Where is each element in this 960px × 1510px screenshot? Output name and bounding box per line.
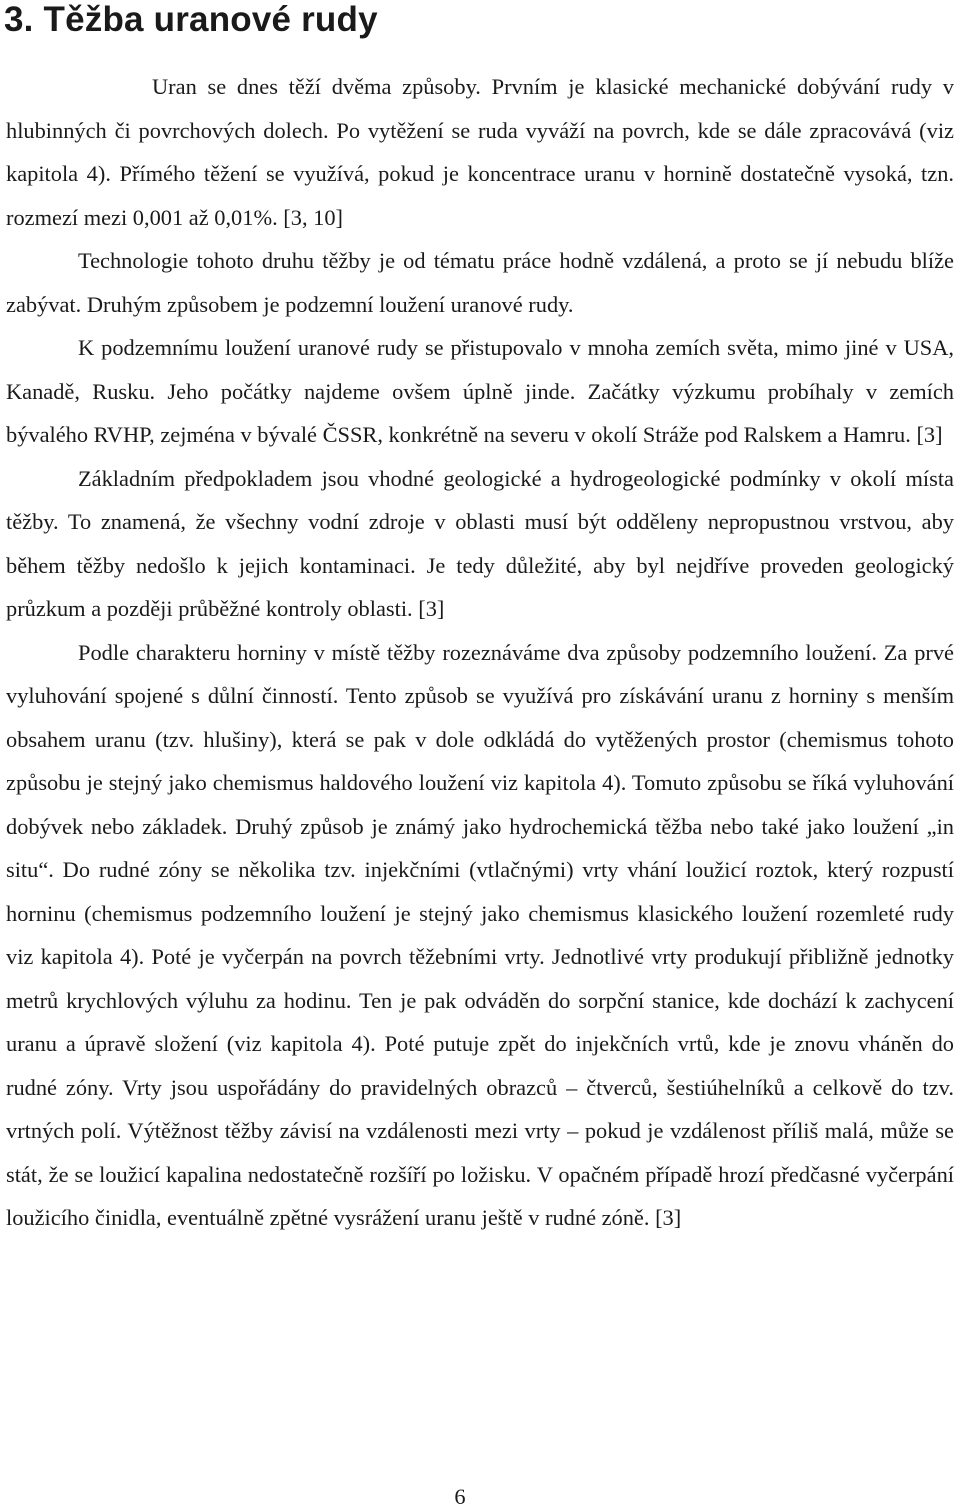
section-body [6, 65, 954, 1240]
section-heading: 3. Těžba uranové rudy [4, 0, 378, 39]
page-number: 6 [454, 1484, 466, 1509]
paragraph-technology: Technologie tohoto druhu těžby je od tématu práce hodně vzdálená, a proto se jí nebudu blíže zabývat. Druhým způsobem je podzemní loužení uranové rudy. [6, 248, 954, 317]
paragraph-intro: Uran se dnes těží dvěma způsoby. Prvním je klasické mechanické dobývání rudy v hlubinných či povrchových dolech. Po vytěžení se ruda vyváží na povrch, kde se dále zpracovává (viz kapitola 4). Přímého těžení se využívá, pokud je koncentrace uranu v hornině dostatečně vysoká, tzn. rozmezí mezi 0,001 až 0,01%. [3, 10] [6, 74, 954, 230]
paragraph-history: K podzemnímu loužení uranové rudy se přistupovalo v mnoha zemích světa, mimo jiné v USA, Kanadě, Rusku. Jeho počátky najdeme ovšem úplně jinde. Začátky výzkumu probíhaly v zemích bývalého RVHP, zejména v bývalé ČSSR, konkrétně na severu v okolí Stráže pod Ralskem a Hamru. [3] [6, 335, 954, 447]
paragraph-methods: Podle charakteru horniny v místě těžby rozeznáváme dva způsoby podzemního loužení. Za prvé vyluhování spojené s důlní činností. Tento způsob se využívá pro získávání uranu z horniny s menším obsahem uranu (tzv. hlušiny), která se pak v dole odkládá do vytěžených prostor (chemismus tohoto způsobu je stejný jako chemismus haldového loužení viz kapitola 4). Tomuto způsobu se říká vyluhování dobývek nebo základek. Druhý způsob je známý jako hydrochemická těžba nebo také jako loužení „in situ“. Do rudné zóny se několika tzv. injekčními (vtlačnými) vrty vhání loužicí roztok, který rozpustí horninu (chemismus podzemního loužení je stejný jako chemismus klasického loužení rozemleté rudy viz kapitola 4). Poté je vyčerpán na povrch těžebními vrty. Jednotlivé vrty produkují přibližně jednotky metrů krychlových výluhu za hodinu. Ten je pak odváděn do sorpční stanice, kde dochází k zachycení uranu a úpravě složení (viz kapitola 4). Poté putuje zpět do injekčních vrtů, kde je znovu vháněn do rudné zóny. Vrty jsou uspořádány do pravidelných obrazců – čtverců, šestiúhelníků a celkově do tzv. vrtných polí. Výtěžnost těžby závisí na vzdálenosti mezi vrty – pokud je vzdálenost příliš malá, může se stát, že se loužicí kapalina nedostatečně rozšíří po ložisku. V opačném případě hrozí předčasné vyčerpání loužicího činidla, eventuálně zpětné vysrážení uranu ještě v rudné zóně. [3] [6, 639, 954, 1230]
paragraph-conditions: Základním předpokladem jsou vhodné geologické a hydrogeologické podmínky v okolí místa těžby. To znamená, že všechny vodní zdroje v oblasti musí být odděleny nepropustnou vrstvou, aby během těžby nedošlo k jejich kontaminaci. Je tedy důležité, aby byl nejdříve proveden geologický průzkum a později průběžné kontroly oblasti. [3] [6, 465, 954, 621]
